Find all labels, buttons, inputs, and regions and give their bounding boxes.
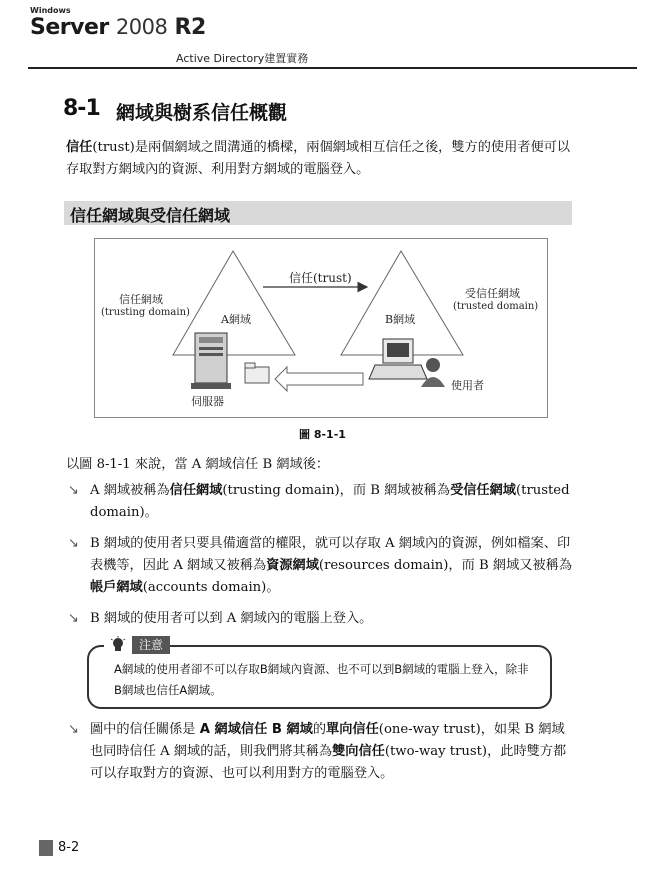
brand-r2: R2 [174, 15, 206, 40]
bullet-text: 圖中的信任關係是 [90, 722, 200, 737]
user-label: 使用者 [451, 379, 484, 392]
brand-year: 2008 [115, 15, 168, 39]
trusting-domain-label: 信任網域 [119, 293, 163, 306]
bullet-marker: ↘ [68, 536, 79, 551]
intro-paragraph [66, 137, 574, 181]
server-label: 伺服器 [191, 395, 224, 408]
bullet-marker: ↘ [68, 483, 79, 498]
subheading: 信任網域與受信任網域 [70, 206, 231, 225]
bullet-text: (accounts domain)。 [142, 580, 280, 595]
domain-b-label: B網域 [385, 313, 416, 326]
access-arrow [275, 367, 363, 391]
bullet-keyword: 單向信任 [326, 722, 379, 737]
brand-server-word: Server [30, 15, 109, 40]
lead-sentence: 以圖 8-1-1 來說，當 A 網域信任 B 網域後： [66, 457, 330, 472]
section-number: 8-1 [63, 96, 100, 121]
bullet-keyword: 受信任網域 [450, 483, 516, 498]
figure-trust-diagram [94, 238, 548, 418]
figure-caption: 圖 8-1-1 [299, 428, 346, 441]
bullet-item-trusting [90, 480, 574, 524]
book-subtitle: Active Directory建置實務 [176, 52, 309, 65]
domain-a-label: A網域 [221, 313, 251, 326]
bullet-keyword: 帳戶網域 [90, 580, 143, 595]
bullet-marker: ↘ [68, 722, 79, 737]
bullet-item-one-way-trust [90, 719, 574, 785]
bullet-text: (two-way trust)，此時雙方都可以存取對方的資源、也可以利用對方的電腦登入。 [90, 744, 567, 781]
intro-text: (trust)是兩個網域之間溝通的橋樑，兩個網域相互信任之後，雙方的使用者便可以存取對方網域內的資源、利用對方網域的電腦登入。 [66, 140, 571, 177]
bullet-text: A 網域被稱為 [90, 483, 170, 498]
bullet-keyword: A 網域信任 B 網域 [199, 722, 313, 737]
bullet-item-logon [90, 608, 574, 630]
header-rule [28, 67, 637, 69]
lightbulb-icon [109, 636, 127, 654]
brand-windows: Windows [30, 6, 71, 15]
folder-icon [245, 363, 269, 383]
bullet-keyword: 資源網域 [266, 558, 319, 573]
bullet-keyword: 信任網域 [169, 483, 223, 498]
trusted-domain-label: 受信任網域 [465, 287, 520, 300]
page-number: 8-2 [58, 840, 80, 855]
domain-a-triangle [173, 251, 295, 355]
note-tag: 注意 [132, 636, 170, 654]
bullet-item-resources [90, 533, 574, 599]
bullet-text: B 網域的使用者可以到 A 網域內的電腦上登入。 [90, 611, 373, 626]
trust-arrow-label: 信任(trust) [289, 271, 352, 285]
bullet-text: (resources domain)，而 B 網域又被稱為 [318, 558, 573, 573]
intro-keyword: 信任 [66, 140, 93, 155]
bullet-text: (one-way trust)，如果 B 網域也同時信任 A 網域的話，則我們將其稱為 [90, 722, 565, 759]
trusted-domain-english: (trusted domain) [453, 301, 539, 312]
bullet-text: (trusted domain)。 [90, 483, 570, 520]
bullet-text: (trusting domain)，而 B 網域被稱為 [222, 483, 451, 498]
brand-server [30, 15, 206, 40]
bullet-marker: ↘ [68, 611, 79, 626]
page-number-block [39, 840, 53, 856]
note-text: A網域的使用者卻不可以存取B網域內資源、也不可以到B網域的電腦上登入，除非B網域也信任A網域。 [114, 662, 529, 697]
bullet-text: 的 [312, 722, 327, 737]
section-title: 網域與樹系信任概觀 [116, 102, 288, 124]
trusting-domain-english: (trusting domain) [101, 307, 190, 318]
bullet-text: B 網域的使用者只要具備適當的權限，就可以存取 A 網域內的資源，例如檔案、印表機等，因此 A 網域又被稱為 [90, 536, 571, 573]
bullet-keyword: 雙向信任 [332, 744, 385, 759]
server-icon [191, 333, 231, 389]
